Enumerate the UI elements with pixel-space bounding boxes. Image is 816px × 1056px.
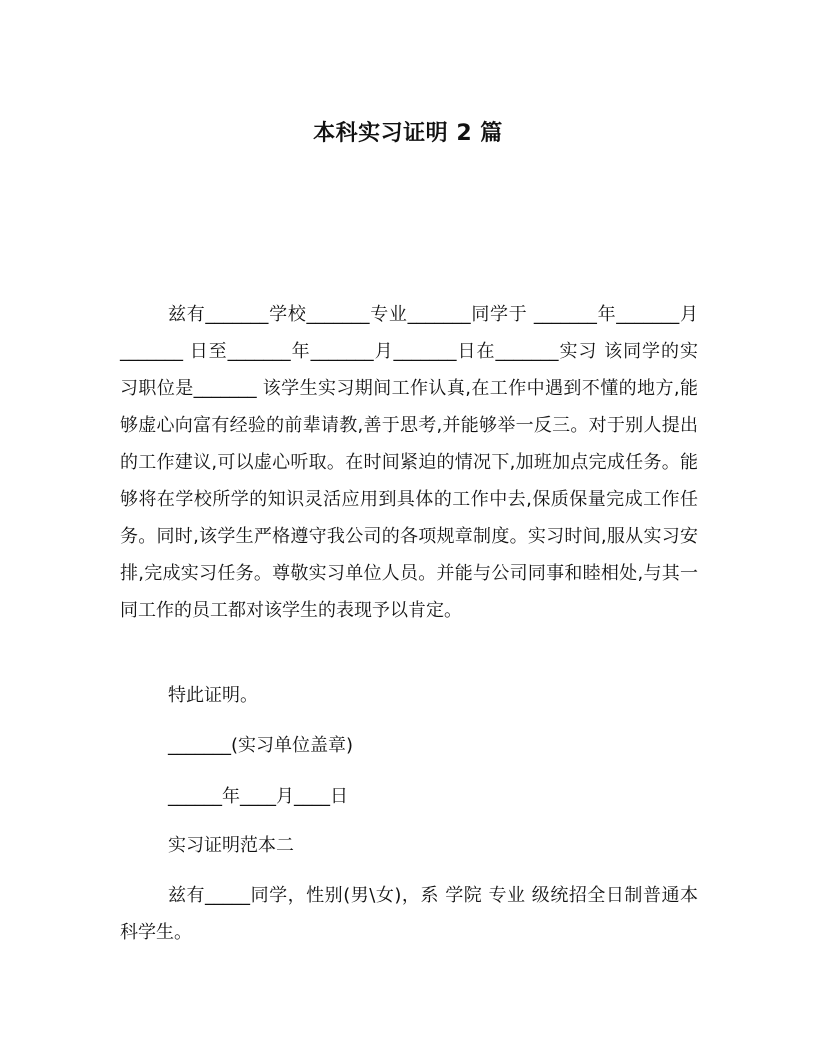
certificate-paragraph-1: 兹有_______学校_______专业_______同学于 _______年_______月_______ 日至_______年_______月_______日在_______实习 该同学的实习职位是_______ 该学生实习期间工作认真,在工作中遇到不懂的地方,能够虚心向富有经验的前辈请教,善于思考,并能够举一反三。对于别人提出的工作建议,可以虚心听取。在时间紧迫的情况下,加班加点完成任务。能够将在学校所学的知识灵活应用到具体的工作中去,保质保量完成工作任务。同时,该学生严格遵守我公司的各项规章制度。实习时间,服从实习安排,完成实习任务。尊敬实习单位人员。并能与公司同事和睦相处,与其一同工作的员工都对该学生的表现予以肯定。 — [120, 304, 698, 621]
sample-two-heading: 实习证明范本二 — [168, 835, 294, 856]
certificate-paragraph-2: 兹有_____同学，性别(男\女)，系 学院 专业 级统招全日制普通本科学生。 — [120, 885, 698, 943]
seal-line: _______(实习单位盖章) — [168, 735, 354, 756]
date-line: ______年____月____日 — [168, 786, 348, 807]
certify-text: 特此证明。 — [168, 685, 258, 706]
document-title: 本科实习证明 2 篇 — [313, 121, 503, 146]
